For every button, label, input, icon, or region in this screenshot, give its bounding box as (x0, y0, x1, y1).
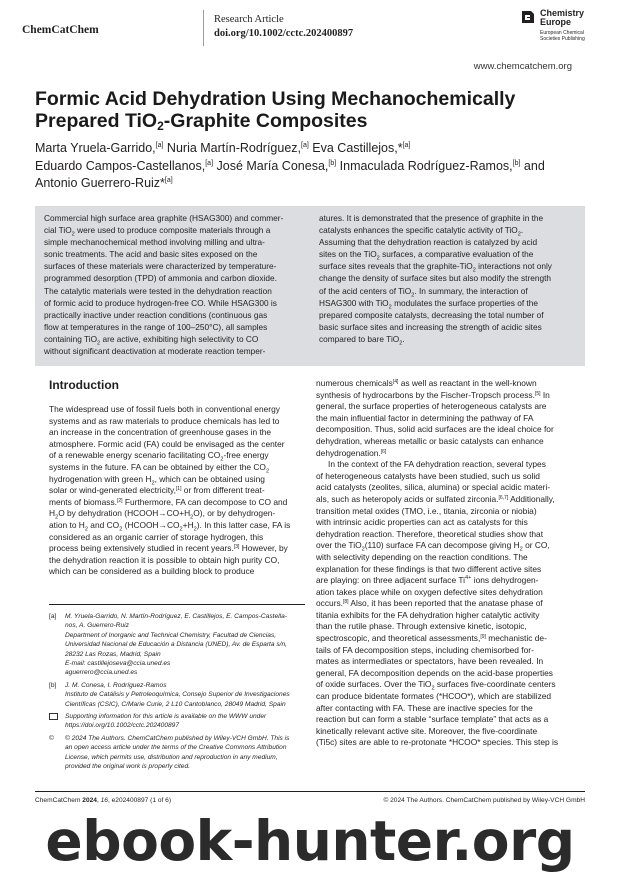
affiliation-b: [b] J. M. Conesa, I. Rodríguez-Ramos Instituto de Catálisis y Petroleoquímica, Consejo Superior de Investigaciones Científicas (CSIC), C/Marie Curie, 2 L10 Cantoblanco, 28049 Madrid, Spain (49, 681, 311, 709)
abstract-column-left (44, 212, 296, 357)
footnote-line: E-mail: castillejoseva@ccia.uned.es (65, 660, 171, 668)
body-text-line: The widespread use of fossil fuels both in conventional energy (49, 404, 280, 414)
footnote-line: 28232 Las Rozas, Madrid, Spain (65, 650, 161, 658)
footnote-line: Instituto de Catálisis y Petroleoquímica, Consejo Superior de Investigaciones (65, 691, 290, 699)
article-title: Formic Acid Dehydration Using Mechanochemically Prepared TiO$_2$-Graphite Composites (35, 88, 516, 133)
body-text-line: In the context of the FA dehydration reaction, several types (328, 459, 546, 470)
footnote-line: an open access article under the terms of the Creative Commons Attribution (65, 744, 287, 752)
abstract-line: surfaces of these materials were characterized by temperature- (44, 261, 277, 272)
abstract-line: sites on the TiO$_2$ surfaces, a comparative evaluation of the (319, 249, 534, 262)
section-heading: Introduction (49, 378, 119, 392)
body-text-line: systems in the future. FA can be obtained by either the $CO_2$ (49, 461, 270, 475)
body-text-line: ation takes place while on oxygen defective sites dehydration (316, 586, 543, 597)
body-text-line: solar or wind-generated electricity,[1] or from different treat- (49, 485, 265, 496)
body-text-line: decomposition. Thus, solid acid surfaces are the ideal choice for (316, 424, 554, 435)
abstract-line: cial TiO$_2$ were used to produce composite materials through a (44, 225, 271, 238)
body-text-line: general, FA decomposition depends on the acid-base properties (316, 667, 553, 678)
abstract-line: compared to bare TiO$_2$. (319, 333, 405, 347)
body-text-line: explanation for these findings is that two different active sites (316, 563, 542, 574)
footnote-line: Department of Inorganic and Technical Chemistry, Facultad de Ciencias, (65, 631, 277, 639)
abstract-line: of the acid centers of TiO$_2$. In summary, the interaction of (319, 285, 528, 299)
body-text-line: titania exhibits for the FA dehydration higher catalytic activity (316, 609, 540, 620)
journal-website[interactable]: www.chemcatchem.org (473, 61, 572, 72)
body-text-line: systems and as raw materials to produce chemicals has led to (49, 415, 280, 426)
footnote-line: Supporting information for this article is available on the WWW under (65, 713, 267, 721)
abstract-line: Commercial high surface area graphite (HSAG300) and commer- (44, 213, 284, 223)
copyright-icon: © (49, 734, 54, 742)
body-text-line: with intrinsic acidic properties can act as catalysts for this (316, 517, 528, 528)
author-line: Marta Yruela-Garrido,[a] Nuria Martín-Rodríguez,[a] Eva Castillejos,*[a] (35, 141, 411, 155)
body-text-line: of oxide surfaces. Over the TiO$_2$ surfaces five-coordinate centers (316, 679, 556, 693)
abstract-line: prepared composite catalysts, decreasing the total number of (319, 309, 544, 320)
body-text-line: dehydrogenation.[6] (316, 447, 387, 458)
body-text-line: als, such as heteropoly acids or sulfated zirconia.[6,7] Additionally, (316, 493, 555, 504)
abstract-line: containing TiO$_2$ are active, exhibiting high selectivity to CO (44, 333, 259, 347)
header-divider (203, 10, 204, 46)
footer-copyright: © 2024 The Authors. ChemCatChem published by Wiley-VCH GmbH (383, 797, 585, 804)
body-text-line: synthesis of hydrocarbons by the Fischer-Tropsch process.[5] In (316, 389, 550, 400)
footnote-line: Universidad Nacional de Educación a Distancia (UNED), Av. de Esparta s/n, (65, 641, 287, 649)
body-text-line: than the rutile phase. Through extensive kinetic, isotopic, (316, 621, 527, 632)
footnote-line: License, which permits use, distribution and reproduction in any medium, (65, 753, 278, 761)
footnotes (49, 612, 311, 772)
footnote-line: © 2024 The Authors. ChemCatChem published by Wiley-VCH GmbH. This is (65, 734, 290, 742)
author-line: Antonio Guerrero-Ruiz*[a] (35, 176, 173, 190)
abstract-line: surface sites reveals that the graphite-TiO$_2$ interactions not only (319, 261, 552, 275)
abstract-line: programmed desorption (TPD) of ammonia and carbon dioxide. (44, 273, 277, 284)
body-text-line: ation to $H_2$ and $CO_2$ $(HCOOH\to CO_2+H_2)$. In this latter case, FA is (49, 519, 291, 533)
abstract-line: without significant deactivation at moderate reaction temper- (44, 346, 266, 357)
article-type: Research Article (214, 14, 284, 25)
supporting-info-note[interactable] (49, 712, 311, 731)
body-text-line: numerous chemicals[4] as well as reactant in the well-known (316, 378, 537, 388)
body-text-line: of a renewable energy scenario facilitating $CO_2$-free energy (49, 450, 269, 464)
body-text-line: considered as an organic carrier of storage hydrogen, this (49, 531, 264, 542)
footnote-divider (49, 604, 305, 605)
abstract-line: The catalytic materials were tested in the dehydration reaction (44, 285, 272, 296)
body-text-line: transition metal oxides (TMO, i.e., titania, zirconia or niobia) (316, 505, 537, 516)
body-text-line: with selectivity depending on the reaction conditions. The (316, 551, 528, 562)
abstract-line: Assuming that the dehydration reaction is catalyzed by acid (319, 237, 538, 248)
body-text-line: over the TiO$_2$(110) surface FA can decompose giving $H_2$ or CO, (316, 540, 550, 553)
author-line: Eduardo Campos-Castellanos,[a] José María Conesa,[b] Inmaculada Rodríguez-Ramos,[b] and (35, 158, 545, 173)
body-text-line: acid catalysts (zeolites, silica, alumina) or special acidic materi- (316, 482, 551, 493)
footnote-line: nos, A. Guerrero-Ruiz (65, 622, 129, 630)
body-text-line: dehydration, whereas metallic or basic catalysts can enhance (316, 435, 544, 446)
abstract-line: basic surface sites and increasing the strength of acidic sites (319, 321, 542, 332)
body-text-line: ments of biomass.[2] Furthermore, FA can decompose to CO and (49, 496, 288, 507)
body-text-line: reaction but can form a stable “surface template” that acts as a (316, 714, 549, 725)
body-text-line: dehydration reaction. Therefore, theoretical studies show that (316, 528, 544, 539)
body-text-line: kinetically relevant active site. Moreover, the five-coordinate (316, 725, 538, 736)
body-text-line: tails of FA decomposition steps, including chemisorbed for- (316, 644, 534, 655)
publisher-subtitle: European Chemical Societies Publishing (540, 30, 585, 42)
body-text-line: general, the surface properties of heterogeneous catalysts are (316, 401, 547, 412)
author-list (35, 140, 595, 193)
footnote-line: provided the original work is properly cited. (65, 763, 190, 771)
body-text-line: occurs.[8] Also, it has been reported that the anatase phase of (316, 598, 543, 609)
footnote-line: https://doi.org/10.1002/cctc.202400897 (65, 722, 180, 730)
body-text-line: after contacting with FA. These are inactive species for the (316, 702, 533, 713)
body-column-left (49, 404, 305, 578)
chemistry-europe-logo-icon (520, 9, 536, 25)
footnote-line: aguerrero@ccia.uned.es (65, 669, 138, 677)
abstract-line: change the density of surface sites but also modify the strength (319, 273, 551, 284)
footnote-line: J. M. Conesa, I. Rodríguez-Ramos (65, 681, 167, 689)
body-column-right (316, 378, 572, 749)
footnote-line: M. Yruela-Garrido, N. Martín-Rodríguez, E. Castillejos, E. Campos-Castella- (65, 613, 287, 620)
monitor-icon (49, 713, 58, 720)
body-text-line: atmosphere. Formic acid (FA) could be envisaged as the center (49, 438, 285, 449)
body-text-line: process being extensively studied in recent years.[3] However, by (49, 543, 288, 554)
license-note (49, 734, 311, 772)
body-text-line: mates as intermediates or spectators, have been revealed. In (316, 656, 544, 667)
abstract-line: sonic treatments. The acid and basic sites exposed on the (44, 249, 258, 260)
body-text-line: spectroscopic, and theoretical assessments,[9] mechanistic de- (316, 633, 547, 644)
doi-link[interactable]: doi.org/10.1002/cctc.202400897 (214, 28, 354, 39)
body-text-line: can produce bidentate formates (*HCOO*), which are stabilized (316, 691, 552, 702)
abstract-box (35, 206, 585, 366)
body-text-line: (Ti5c) sites are able to re-protonate *HCOO* species. This step is (316, 737, 559, 748)
body-text-line: are playing: on three adjacent surface $Ti^{4+}$ ions dehydrogen- (316, 575, 539, 586)
abstract-column-right (319, 212, 571, 345)
body-text-line: of heterogeneous catalysts have been studied, such us solid (316, 470, 540, 481)
abstract-line: catalysts enhances the specific catalytic activity of TiO$_2$. (319, 225, 524, 238)
body-text-line: which can be considered as a building block to produce (49, 566, 255, 577)
body-text-line: the dehydration reaction it is possible to obtain high purity CO, (49, 554, 280, 565)
body-text-line: the main influential factor in determining the pathway of FA (316, 412, 534, 423)
footnote-line: Científicas (CSIC), C/Marie Curie, 2 L10 Cantoblanco, 28049 Madrid, Spain (65, 700, 286, 708)
body-text-line: hydrogenation with green $H_2$, which can be obtained using (49, 473, 265, 487)
publisher-name: Chemistry Europe (540, 8, 585, 27)
footer-citation: ChemCatChem 2024, 16, e202400897 (1 of 6) (35, 797, 172, 804)
abstract-line: HSAG300 with TiO$_2$ modulates the surface properties of the (319, 297, 538, 311)
affiliation-a: [a] M. Yruela-Garrido, N. Martín-Rodríguez, E. Castillejos, E. Campos-Castella- nos, A. Guerrero-Ruiz Department of Inorganic and Technical Chemistry, Facultad de Ciencias, Universidad Nacional de Educación a Distancia (UNED), Av. de Esparta s/n, 28232 Las Rozas, Madrid, Spain E-mail: castillejoseva@ccia.uned.es aguerrero@ccia.uned.es (49, 612, 311, 678)
journal-name: ChemCatChem (22, 24, 99, 36)
abstract-line: flow at temperatures in the range of 100–250°C), all samples (44, 321, 268, 332)
abstract-line: atures. It is demonstrated that the presence of graphite in the (319, 213, 544, 223)
watermark: ebook-hunter.org (45, 809, 575, 873)
abstract-line: simple mechanochemical method involving milling and ultra- (44, 237, 265, 248)
abstract-line: of formic acid to produce hydrogen-free CO. While HSAG300 is (44, 297, 277, 308)
footer-divider (35, 791, 585, 792)
body-text-line: an increase in the concentration of greenhouse gases in the (49, 427, 272, 438)
body-text-line: $H_2O$ by dehydration $(HCOOH\to CO+H_2O)$, or by dehydrogen- (49, 508, 276, 522)
abstract-line: practically inactive under reaction conditions (continuous gas (44, 309, 268, 320)
